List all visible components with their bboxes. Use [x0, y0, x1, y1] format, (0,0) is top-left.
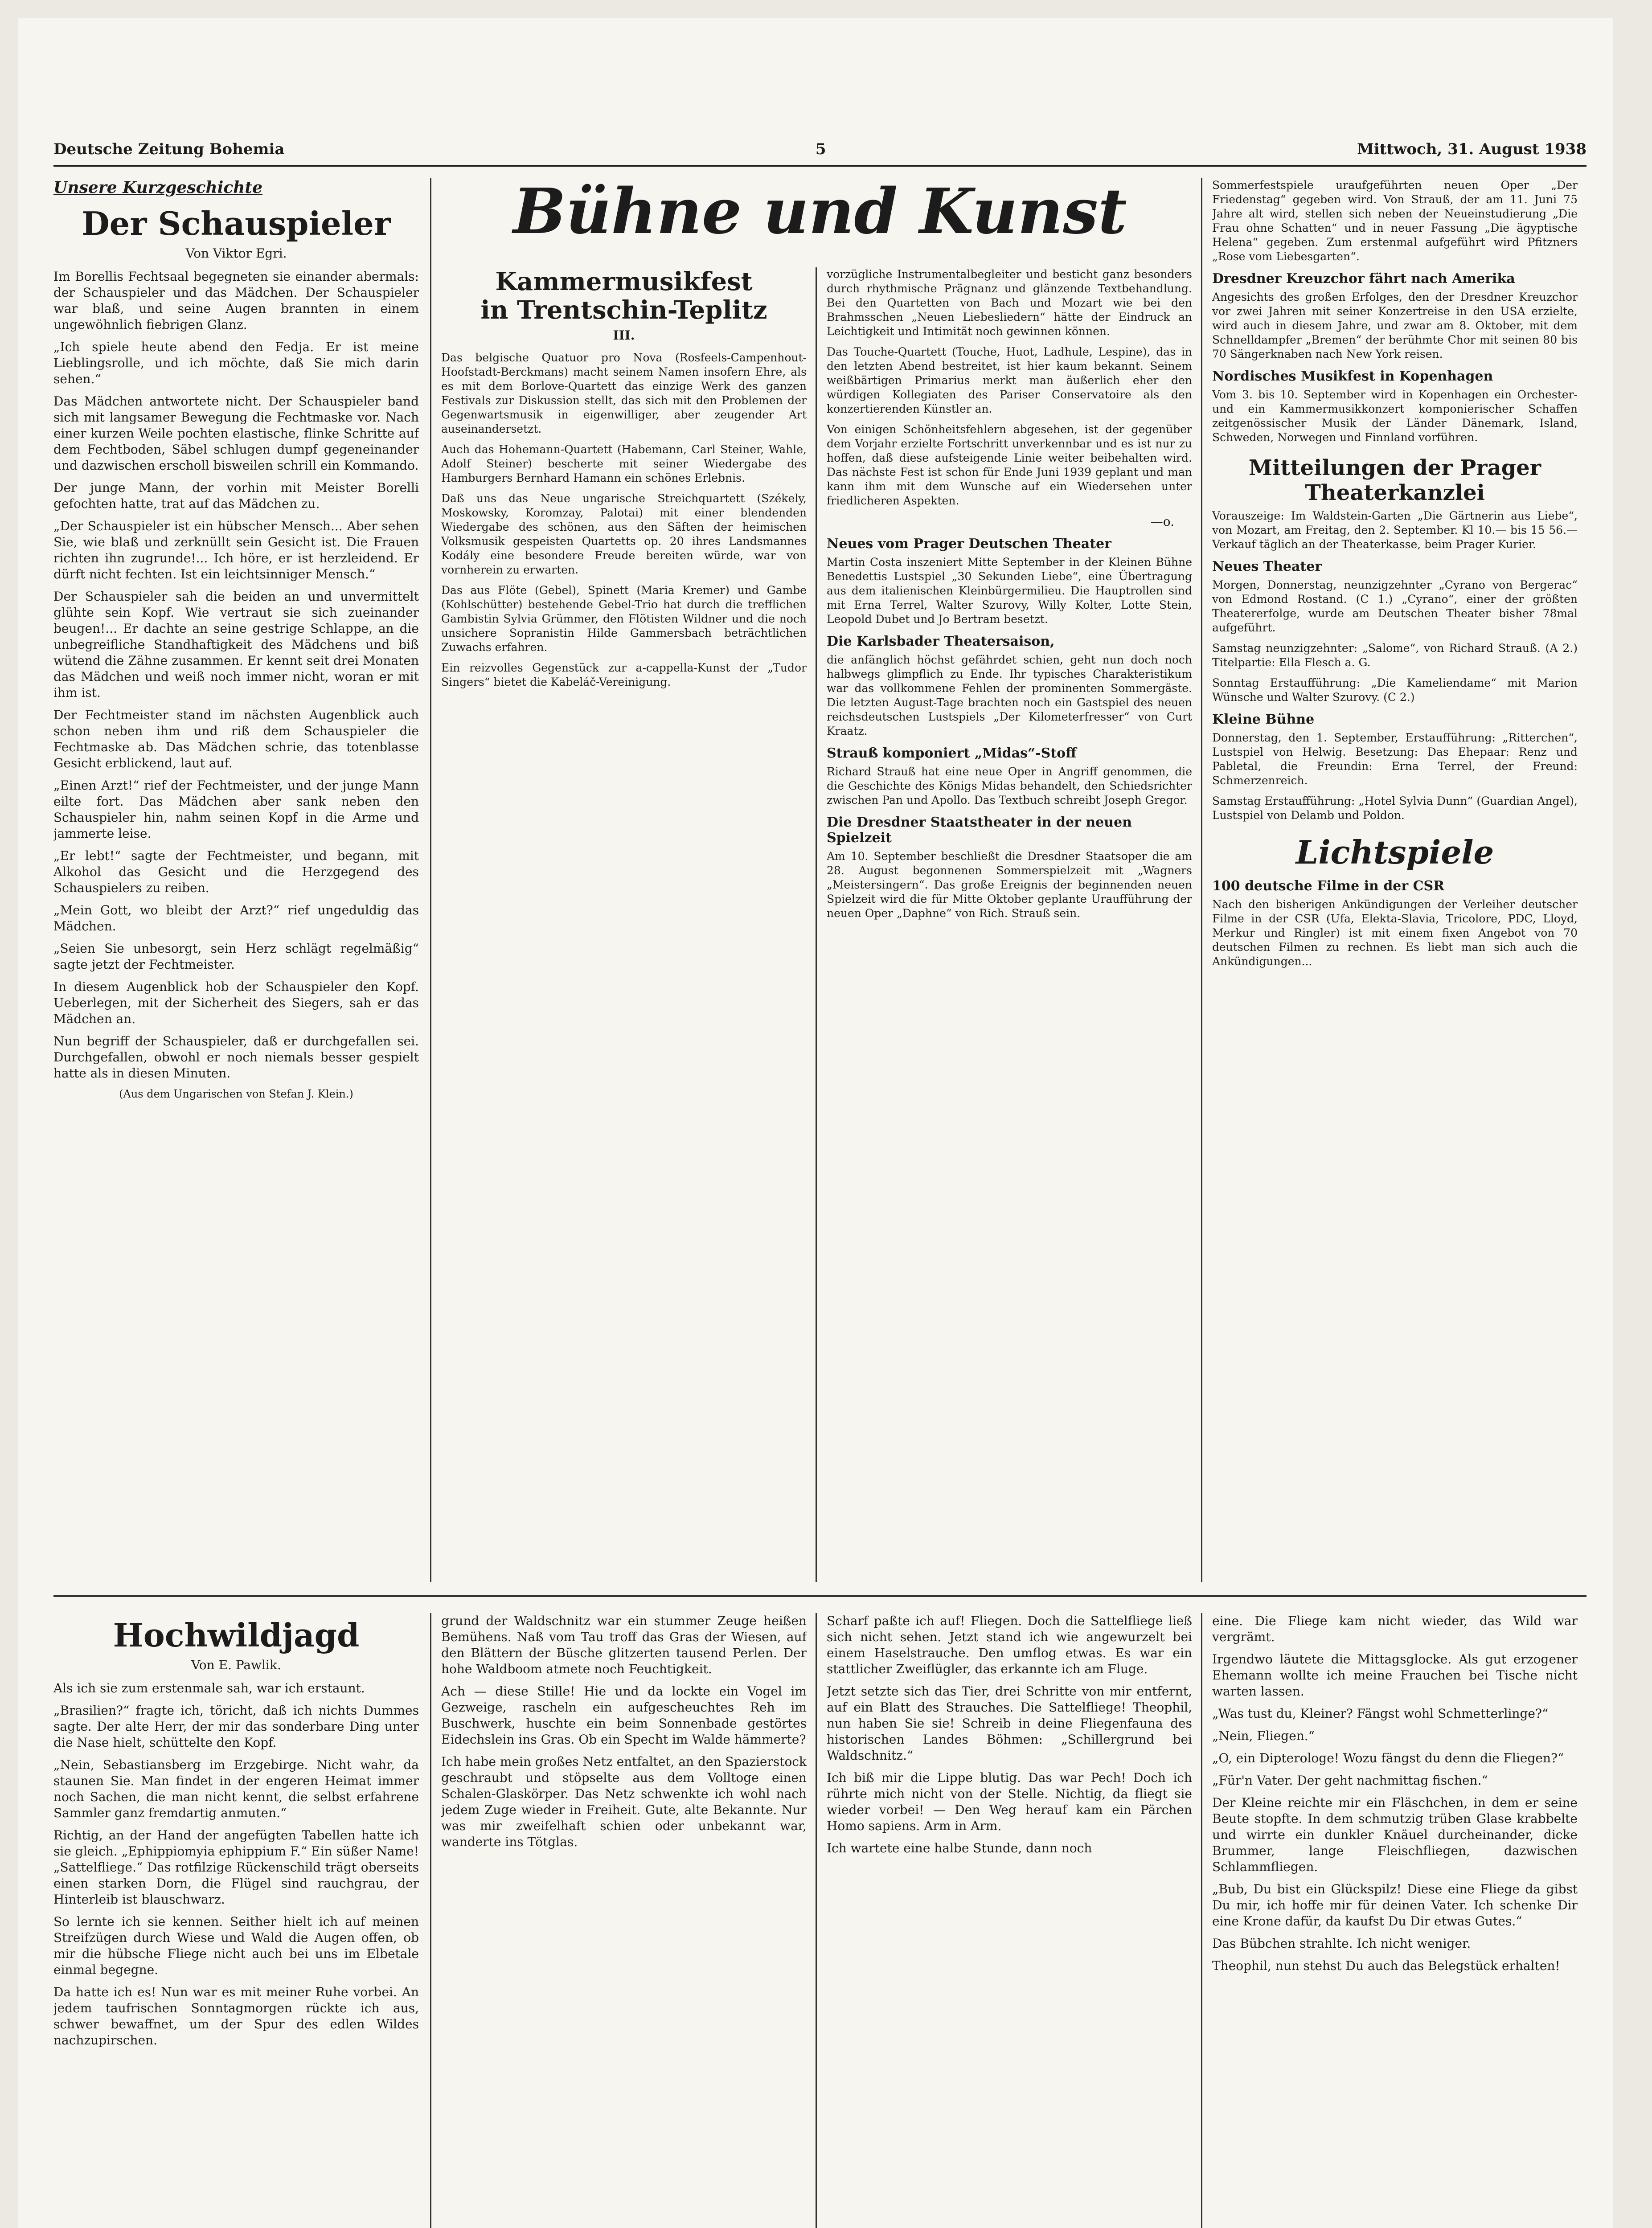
arts-section-title: Bühne und Kunst — [513, 178, 1127, 248]
article-paragraph: vorzügliche Instrumentalbegleiter und besticht ganz besonders durch rhythmische Prägnanz und glänzende Textbehandlung. Bei den Quartetten von Bach und Mozart wie bei den Brahmsschen „Neuen Liebesliedern“ hätte der Eindruck an Leichtigkeit und Intimität noch gewinnen können. — [827, 268, 1192, 338]
story-author: Von Viktor Egri. — [185, 246, 287, 261]
news-text: Martin Costa inszeniert Mitte September in der Kleinen Bühne Benedettis Lustspiel „30 Sekunden Liebe“, eine Übertragung aus dem italienischen Kleinbürgermilieu. Die Hauptrollen sind mit Erna Terrel, Walter Szurovy, Willy Kolter, Lotte Stein, Leopold Dubet und Jo Bertram besetzt. — [827, 556, 1192, 626]
story-title: Der Schauspieler — [82, 205, 391, 242]
hunt-paragraph: Ach — diese Stille! Hie und da lockte ein Vogel im Gezweige, rascheln ein aufgescheuchtes Reh im Buschwerk, huschte ein beim Sonnenbade gestörtes Eidechslein ins Gras. Ob ein Specht im Walde hämmerte? — [441, 1684, 807, 1747]
chamber-music-column-1 — [441, 267, 807, 1582]
story-paragraph: „Seien Sie unbesorgt, sein Herz schlägt regelmäßig“ sagte jetzt der Fechtmeister. — [53, 941, 419, 972]
hunt-paragraph: Ich biß mir die Lippe blutig. Das war Pech! Doch ich rührte mich nicht von der Stelle. Nichtig, da fliegt sie wieder vorbei! — Den Weg herauf kam ein Pärchen Homo sapiens. Arm in Arm. — [827, 1770, 1192, 1833]
theater-paragraph: Sommerfestspiele uraufgeführten neuen Oper „Der Friedenstag“ gegeben wird. Von Strauß, der am 11. Juni 75 Jahre alt wird, stellen sich neben der Neueinstudierung „Die Frau ohne Schatten“ und in neuer Fassung „Die ägyptische Helena“ gegeben. Zum erstenmal aufgeführt wird Pfitzners „Rose vom Liebesgarten“. — [1212, 179, 1578, 263]
hunt-paragraph: Ich habe mein großes Netz entfaltet, an den Spazierstock geschraubt und stöpselte aus dem Volltoge einen Schalen-Glaskörper. Das Netz schwenkte ich wohl nach jedem Zuge wieder in Freiheit. Gute, alte Bekannte. Nur was mir zweifelhaft schien oder unbekannt war, wanderte ins Tötglas. — [441, 1754, 807, 1849]
theater-notice: Samstag Erstaufführung: „Hotel Sylvia Dunn“ (Guardian Angel), Lustspiel von Delamb und Poldon. — [1212, 795, 1578, 822]
theater-notice: Vorauszeige: Im Waldstein-Garten „Die Gärtnerin aus Liebe“, von Mozart, am Freitag, den 2. September. Kl 10.— bis 15 56.— Verkauf täglich an der Theaterkasse, beim Prager Kurier. — [1212, 509, 1578, 551]
news-text: Am 10. September beschließt die Dresdner Staatsoper die am 28. August begonnenen Sommerspielzeit mit „Wagners „Meistersingern“. Das große Ereignis der beginnenden neuen Spielzeit wird die für Mitte Oktober geplante Uraufführung der neuen Oper „Daphne“ von Rich. Strauß sein. — [827, 850, 1192, 920]
column-rule — [1201, 178, 1202, 1582]
story-paragraph: Der Fechtmeister stand im nächsten Augenblick auch schon neben ihm und riß dem Schauspieler die Fechtmaske ab. Das Mädchen schrie, das totenblasse Gesicht erblickend, laut auf. — [53, 708, 419, 770]
column-rule — [816, 1613, 817, 2228]
theater-subheading: Kleine Bühne — [1212, 712, 1315, 727]
column-rule — [1201, 1613, 1202, 2228]
hunt-paragraph: „Brasilien?“ fragte ich, töricht, daß ich nichts Dummes sagte. Der alte Herr, der mir das sonderbare Ding unter die Nase hielt, schüttelte den Kopf. — [53, 1703, 419, 1750]
theater-notice: Donnerstag, den 1. September, Erstaufführung: „Ritterchen“, Lustspiel von Helwig. Besetzung: Das Ehepaar: Renz und Pabletal, die Freundin: Erna Terrel, der Freund: Schmerzenreich. — [1212, 731, 1578, 787]
hunt-paragraph: eine. Die Fliege kam nicht wieder, das Wild war vergrämt. — [1212, 1614, 1578, 1644]
column-rule — [816, 267, 817, 1582]
news-text: die anfänglich höchst gefährdet schien, geht nun doch noch halbwegs glimpflich zu Ende. Ihr typisches Charakteristikum war das vollkommene Fehlen der prominenten Sommergäste. Die letzten August-Tage brachten noch ein Gastspiel des neuen reichsdeutschen Lustspiels „Der Kilometerfresser“ von Curt Kraatz. — [827, 653, 1192, 737]
hunt-paragraph: „Was tust du, Kleiner? Fängst wohl Schmetterlinge?“ — [1212, 1706, 1549, 1721]
hunt-paragraph: „Nein, Fliegen.“ — [1212, 1728, 1315, 1743]
cinema-subheading: 100 deutsche Filme in der CSR — [1212, 878, 1445, 894]
theater-notice: Morgen, Donnerstag, neunzigzehnter „Cyrano von Bergerac“ von Edmond Rostand. (C 1.) „Cyrano“, einer der größten Theatererfolge, wurde am Deutschen Theater bisher 78mal aufgeführt. — [1212, 578, 1578, 634]
theater-news-column — [1212, 178, 1578, 1582]
hunt-paragraph: Der Kleine reichte mir ein Fläschchen, in dem er seine Beute stopfte. In dem schmutzig trüben Glase krabbelte und wirrte ein dunkler Knäuel durcheinander, dicke Brummer, lange Fleischfliegen, dazwischen Schlammfliegen. — [1212, 1795, 1578, 1874]
hunt-story-title: Hochwildjagd — [113, 1616, 360, 1654]
hunt-story-author: Von E. Pawlik. — [191, 1658, 281, 1672]
story-paragraph: Der Schauspieler sah die beiden an und unvermittelt glühte sein Kopf. Wie vertraut sie sich zueinander beugen!... Er dachte an seine gestrige Schlappe, an die unbegreifliche Standhaftigkeit des Mädchens und biß wütend die Zähne zusammen. Er kennt seit drei Monaten das Mädchen und weiß noch immer nicht, woran er mit ihm ist. — [53, 589, 419, 700]
story-kicker: Unsere Kurzgeschichte — [53, 178, 262, 197]
theater-notice: Samstag neunzigzehnter: „Salome“, von Richard Strauß. (A 2.) Titelpartie: Ella Flesch a. G. — [1212, 642, 1578, 669]
story-paragraph: „Er lebt!“ sagte der Fechtmeister, und begann, mit Alkohol das Gesicht und die Herzgegend des Schauspielers zu reiben. — [53, 848, 419, 895]
column-rule — [430, 178, 431, 1582]
hunt-story-column-3 — [827, 1613, 1192, 2228]
theater-text: Vom 3. bis 10. September wird in Kopenhagen ein Orchester- und ein Kammermusikkonzert komponierischer Schaffen zeitgenössischer Musik der Länder Dänemark, Island, Schweden, Norwegen und Finnland vorführen. — [1212, 388, 1578, 444]
newspaper-page — [18, 18, 1613, 2228]
news-heading: Neues vom Prager Deutschen Theater — [827, 536, 1111, 552]
article-title-line-1: Kammermusikfest — [495, 267, 753, 296]
hunt-paragraph: Irgendwo läutete die Mittagsglocke. Als gut erzogener Ehemann wollte ich meine Frauchen bei Tische nicht warten lassen. — [1212, 1652, 1578, 1699]
hunt-paragraph: „Nein, Sebastiansberg im Erzgebirge. Nicht wahr, da staunen Sie. Man findet in der engeren Heimat immer noch Sachen, die man nicht kennt, die selbst erfahrene Sammler ganz fremdartig anmuten.“ — [53, 1757, 419, 1820]
cinema-text: Nach den bisherigen Ankündigungen der Verleiher deutscher Filme in der CSR (Ufa, Elekta-Slavia, Tricolore, PDC, Lloyd, Merkur und Ringler) ist mit einem fixen Angebot von 70 deutschen Filmen zu rechnen. Es liebt man sich auch die Ankündigungen... — [1212, 898, 1578, 968]
news-heading: Die Karlsbader Theatersaison, — [827, 634, 1055, 649]
story-paragraph: Nun begriff der Schauspieler, daß er durchgefallen sei. Durchgefallen, obwohl er noch niemals besser gespielt hatte als in diesen Minuten. — [53, 1034, 419, 1081]
arts-banner — [441, 178, 1199, 263]
hunt-paragraph: grund der Waldschnitz war ein stummer Zeuge heißen Bemühens. Naß vom Tau troff das Gras der Wiesen, auf den Blättern der Büsche glitzerten tausend Perlen. Der hohe Waldboom atmete noch Feuchtigkeit. — [441, 1614, 807, 1676]
theater-subheading: Neues Theater — [1212, 559, 1322, 574]
theater-text: Angesichts des großen Erfolges, den der Dresdner Kreuzchor vor zwei Jahren mit seiner Konzertreise in den USA erzielte, wird auch in diesem Jahre, und zwar am 8. Oktober, mit dem Schnelldampfer „Bremen“ der berühmte Chor mit seinen 80 bis 70 Sängerknaben nach New York reisen. — [1212, 291, 1578, 360]
hunt-story-column-1 — [53, 1613, 419, 2228]
article-paragraph: Daß uns das Neue ungarische Streichquartett (Székely, Moskowsky, Koromzay, Palotai) mit einer blendenden Wiedergabe des schönen, aus den Säften der heimischen Volksmusik gespeisten Quartetts op. 20 ihres Landsmannes Kodály eine besondere Freude bereiten würde, war von vornherein zu erwarten. — [441, 492, 807, 576]
hunt-paragraph: „Für'n Vater. Der geht nachmittag fischen.“ — [1212, 1773, 1488, 1788]
story-paragraph: „Einen Arzt!“ rief der Fechtmeister, und der junge Mann eilte fort. Das Mädchen aber sank neben den Schauspieler hin, nahm seinen Kopf in die Arme und jammerte leise. — [53, 778, 419, 841]
theater-notice: Sonntag Erstaufführung: „Die Kameliendame“ mit Marion Wünsche und Walter Szurovy. (C 2.) — [1212, 676, 1578, 704]
article-title-line-2: in Trentschin-Teplitz — [480, 295, 767, 325]
hunt-paragraph: „O, ein Dipterologe! Wozu fängst du denn die Fliegen?“ — [1212, 1751, 1564, 1765]
story-paragraph: „Mein Gott, wo bleibt der Arzt?“ rief ungeduldig das Mädchen. — [53, 903, 419, 934]
cinema-section-title: Lichtspiele — [1295, 833, 1494, 871]
article-paragraph: Das aus Flöte (Gebel), Spinett (Maria Kremer) und Gambe (Kohlschütter) bestehende Gebel-Trio hat durch die trefflichen Gambistin Sylvia Grümmer, den Flötisten Wildner und die noch unsichere Sopranistin Hilde Gammersbach beträchtlichen Zuwachs erfahren. — [441, 584, 807, 654]
theater-heading: Nordisches Musikfest in Kopenhagen — [1212, 369, 1493, 384]
article-paragraph: Auch das Hohemann-Quartett (Habemann, Carl Steiner, Wahle, Adolf Steiner) bescherte mit seiner Wiedergabe des Hamburgers Bernhard Hamann ein schönes Erlebnis. — [441, 443, 807, 484]
hunt-paragraph: Da hatte ich es! Nun war es mit meiner Ruhe vorbei. An jedem taufrischen Sonntagmorgen rückte ich aus, schwer bewaffnet, um der Spur des edlen Wildes nachzupirschen. — [53, 1985, 419, 2048]
hunt-paragraph: Jetzt setzte sich das Tier, drei Schritte von mir entfernt, auf ein Blatt des Strauches. Die Sattelfliege! Theophil, nun haben Sie sie! Schreib in deine Fliegenfauna des historischen Landes Böhmen: „Schillergrund bei Waldschnitz.“ — [827, 1684, 1192, 1763]
article-paragraph: Von einigen Schönheitsfehlern abgesehen, ist der gegenüber dem Vorjahr erzielte Fortschritt unverkennbar und es ist nur zu hoffen, daß diese aufsteigende Linie weiter beibehalten wird. Das nächste Fest ist schon für Ende Juni 1939 geplant und man kann ihm mit dem Wunsche auf ein Wiedersehen unter friedlicheren Aspekten. — [827, 423, 1192, 507]
article-part-number: III. — [613, 328, 635, 343]
chamber-music-column-2 — [827, 267, 1192, 1582]
hunt-story-column-2 — [441, 1613, 807, 2228]
issue-date: Mittwoch, 31. August 1938 — [1357, 140, 1586, 158]
story-paragraph: Das Mädchen antwortete nicht. Der Schauspieler band sich mit langsamer Bewegung die Fechtmaske vor. Nach einer kurzen Weile pochten elastische, flinke Schritte auf dem Fechtboden, Säbel schlugen dumpf gegeneinander und dazwischen erscholl bisweilen schrill ein Kommando. — [53, 394, 419, 473]
article-paragraph: Das Touche-Quartett (Touche, Huot, Ladhule, Lespine), das in den letzten Abend bestreitet, ist hier kaum bekannt. Seinem weißbärtigen Primarius merkt man äußerlich eher den würdigen Kollegiaten des Pariser Conservatoire als den konzertierenden Künstler an. — [827, 345, 1192, 415]
hunt-paragraph: Scharf paßte ich auf! Fliegen. Doch die Sattelfliege ließ sich nicht sehen. Jetzt stand ich wie angewurzelt bei einem Haselstrauche. Den umflog etwas. Es war ein stattlicher Zweiflügler, das erkannte ich am Fluge. — [827, 1614, 1192, 1676]
story-column — [53, 178, 419, 1582]
story-paragraph: Im Borellis Fechtsaal begegneten sie einander abermals: der Schauspieler und das Mädchen. Der Schauspieler war blaß, und seine Augen brannten in einem ungewöhnlich fiebrigen Glanz. — [53, 269, 419, 332]
theater-heading: Dresdner Kreuzchor fährt nach Amerika — [1212, 271, 1515, 287]
column-rule — [430, 1613, 431, 2228]
story-paragraph: „Der Schauspieler ist ein hübscher Mensch... Aber sehen Sie, wie blaß und zerknüllt sein Gesicht ist. Die Frauen richten ihn zugrunde!... Ich höre, er ist herzleidend. Er dürft nicht fechten. Ist ein leichtsinniger Mensch.“ — [53, 519, 419, 582]
newspaper-name: Deutsche Zeitung Bohemia — [53, 140, 285, 158]
section-divider — [53, 1595, 1586, 1597]
hunt-paragraph: Das Bübchen strahlte. Ich nicht weniger. — [1212, 1936, 1471, 1951]
page-header — [53, 134, 1586, 167]
article-paragraph: Das belgische Quatuor pro Nova (Rosfeels-Campenhout-Hoofstadt-Berckmans) macht seinem Namen insofern Ehre, als es mit dem Borlove-Quartett das einzige Werk des ganzen Festivals zur Diskussion stellt, das sich mit den Problemen der Gegenwartsmusik in eigenwilliger, aber zeugender Art auseinandersetzt. — [441, 351, 807, 435]
news-heading: Die Dresdner Staatstheater in der neuen Spielzeit — [827, 815, 1132, 846]
hunt-story-column-4 — [1212, 1613, 1578, 2228]
story-paragraph: „Ich spiele heute abend den Fedja. Er ist meine Lieblingsrolle, und ich möchte, daß Sie mich darin sehen.“ — [53, 340, 419, 386]
translator-note: (Aus dem Ungarischen von Stefan J. Klein.) — [119, 1088, 353, 1100]
story-paragraph: In diesem Augenblick hob der Schauspieler den Kopf. Ueberlegen, mit der Sicherheit des Siegers, sah er das Mädchen an. — [53, 979, 419, 1026]
hunt-paragraph: Als ich sie zum erstenmale sah, war ich erstaunt. — [53, 1681, 365, 1696]
article-paragraph: Ein reizvolles Gegenstück zur a-cappella-Kunst der „Tudor Singers“ bietet die Kabeláč-Vereinigung. — [441, 661, 807, 688]
theater-chancellery-title: Mitteilungen der Prager Theaterkanzlei — [1248, 455, 1541, 505]
news-text: Richard Strauß hat eine neue Oper in Angriff genommen, die die Geschichte des Königs Midas behandelt, den Schiedsrichter zwischen Pan und Apollo. Das Textbuch schreibt Joseph Gregor. — [827, 765, 1192, 807]
story-paragraph: Der junge Mann, der vorhin mit Meister Borelli gefochten hatte, trat auf das Mädchen zu. — [53, 480, 419, 511]
hunt-paragraph: Ich wartete eine halbe Stunde, dann noch — [827, 1841, 1092, 1855]
hunt-paragraph: Theophil, nun stehst Du auch das Belegstück erhalten! — [1212, 1958, 1560, 1973]
hunt-paragraph: „Bub, Du bist ein Glückspilz! Diese eine Fliege da gibst Du mir, ich hoffe mir für deinen Vater. Ich schenke Dir eine Krone dafür, da kaufst Du Dir etwas Gutes.“ — [1212, 1882, 1578, 1929]
news-heading: Strauß komponiert „Midas“-Stoff — [827, 745, 1077, 761]
page-number: 5 — [815, 140, 826, 158]
article-signature: —o. — [1150, 514, 1174, 529]
hunt-paragraph: So lernte ich sie kennen. Seither hielt ich auf meinen Streifzügen durch Wiese und Wald die Augen offen, ob mir die hübsche Fliege nicht auch bei uns im Elbetale einmal begegne. — [53, 1914, 419, 1977]
hunt-paragraph: Richtig, an der Hand der angefügten Tabellen hatte ich sie gleich. „Ephippiomyia ephippium F.“ Ein süßer Name! „Sattelfliege.“ Das rotfilzige Rückenschild trägt oberseits einen starken Dorn, die Flügel sind rauchgrau, der Hinterleib ist blauschwarz. — [53, 1828, 419, 1907]
